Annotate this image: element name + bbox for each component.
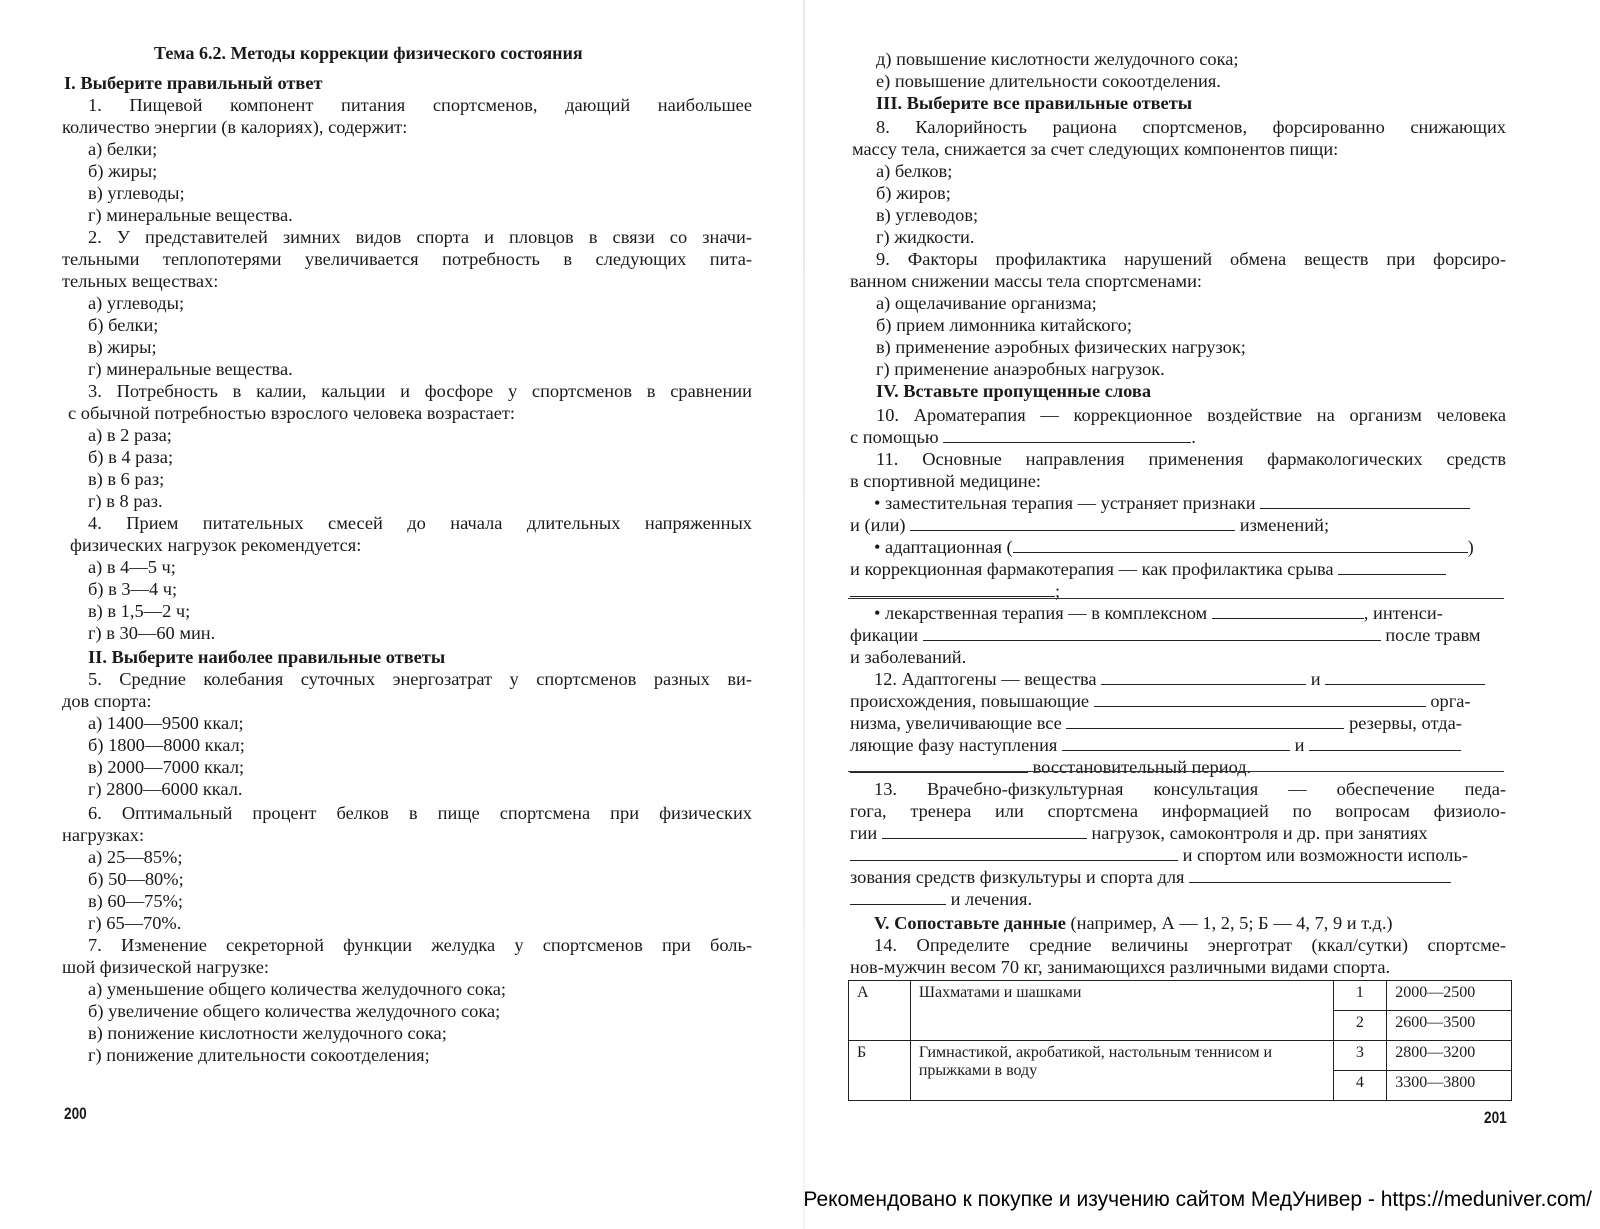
- fill-in-line: [850, 866, 1451, 888]
- question-text: гога, тренера или спортсмена информацией по вопросам физиоло-: [850, 801, 1506, 821]
- table-cell-number: 4: [1333, 1071, 1387, 1101]
- fill-in-label: гии: [850, 823, 878, 843]
- fill-in-label: • лекарственная терапия — в комплексном: [874, 603, 1208, 623]
- fill-in-line: с помощью .: [850, 427, 1196, 447]
- table-cell-letter: Б: [849, 1041, 911, 1101]
- answer-option: в) в 1,5—2 ч;: [88, 601, 191, 621]
- fill-in-label: и лечения.: [950, 889, 1033, 909]
- question-text: 7. Изменение секреторной функции желудка у спортсменов при боль-: [88, 935, 752, 955]
- blank-line: [1013, 536, 1468, 553]
- answer-option: д) повышение кислотности желудочного сока;: [876, 49, 1239, 69]
- question-text: 6. Оптимальный процент белков в пище спортсмена при физических: [88, 803, 752, 823]
- fill-in-line: [874, 668, 1485, 690]
- fill-in-label: с помощью: [850, 427, 939, 447]
- question-text: в спортивной медицине:: [850, 471, 1042, 491]
- blank-line: [1260, 492, 1470, 509]
- answer-option: г) применение анаэробных нагрузок.: [876, 359, 1165, 379]
- divider: [848, 598, 1504, 599]
- topic-title: Тема 6.2. Методы коррекции физического состояния: [154, 43, 583, 63]
- blank-line: [943, 426, 1191, 443]
- answer-option: б) жиров;: [876, 183, 951, 203]
- fill-in-label: , интенси-: [1363, 603, 1443, 623]
- blank-line: [1309, 734, 1461, 751]
- answer-option: е) повышение длительности сокоотделения.: [876, 71, 1221, 91]
- table-cell-value: 2000—2500: [1387, 981, 1512, 1011]
- answer-option: а) уменьшение общего количества желудочного сока;: [88, 979, 506, 999]
- answer-option: б) в 3—4 ч;: [88, 579, 178, 599]
- question-text: количество энергии (в калориях), содержит:: [62, 117, 408, 137]
- left-page: [62, 0, 752, 1180]
- answer-option: а) 1400—9500 ккал;: [88, 713, 244, 733]
- fill-in-line: • адаптационная ( ): [874, 537, 1474, 557]
- fill-in-label: орга-: [1430, 691, 1471, 711]
- question-text: 14. Определите средние величины энерготрат (ккал/сутки) спортсме-: [874, 935, 1506, 955]
- table-cell-number: 1: [1333, 981, 1387, 1011]
- matching-table: [848, 980, 1512, 1101]
- blank-line: [1066, 712, 1344, 729]
- answer-option: в) жиры;: [88, 337, 157, 357]
- fill-in-line: [850, 888, 1032, 910]
- fill-in-line: [850, 844, 1468, 866]
- question-text: 5. Средние колебания суточных энергозатрат у спортсменов разных ви-: [88, 669, 752, 689]
- answer-option: в) углеводов;: [876, 205, 979, 225]
- answer-option: б) в 4 раза;: [88, 447, 174, 467]
- answer-option: а) углеводы;: [88, 293, 185, 313]
- fill-in-label: низма, увеличивающие все: [850, 713, 1062, 733]
- blank-line: [850, 888, 946, 905]
- answer-option: г) в 30—60 мин.: [88, 623, 216, 643]
- blank-line: [1325, 668, 1485, 685]
- fill-in-line: [874, 602, 1443, 624]
- blank-line: [1338, 558, 1446, 575]
- answer-option: г) минеральные вещества.: [88, 359, 293, 379]
- answer-option: в) понижение кислотности желудочного сока;: [88, 1023, 447, 1043]
- question-text: массу тела, снижается за счет следующих компонентов пищи:: [852, 139, 1339, 159]
- fill-in-label: восстановительный период.: [1032, 757, 1252, 777]
- fill-in-line: [850, 734, 1461, 756]
- fill-in-line: [850, 558, 1446, 580]
- table-cell-number: 2: [1333, 1011, 1387, 1041]
- answer-option: б) увеличение общего количества желудочного сока;: [88, 1001, 501, 1021]
- table-cell-text: Гимнастикой, акробатикой, настольным теннисом и прыжками в воду: [910, 1041, 1333, 1101]
- question-text: 2. У представителей зимних видов спорта и пловцов в связи со значи-: [88, 227, 752, 247]
- question-text: 1. Пищевой компонент питания спортсменов, дающий наибольшее: [88, 95, 752, 115]
- question-text: 3. Потребность в калии, кальции и фосфоре у спортсменов в сравнении: [88, 381, 752, 401]
- fill-in-line: [850, 624, 1481, 646]
- section-note: (например, А — 1, 2, 5; Б — 4, 7, 9 и т.д.): [1065, 913, 1393, 933]
- question-text: и заболеваний.: [850, 647, 967, 667]
- table-cell-value: 2800—3200: [1387, 1041, 1512, 1071]
- table-cell-letter: А: [849, 981, 911, 1041]
- question-text: 9. Факторы профилактика нарушений обмена веществ при форсиро-: [876, 249, 1506, 269]
- fill-in-label: и спортом или возможности исполь-: [1182, 845, 1468, 865]
- answer-option: а) 25—85%;: [88, 847, 183, 867]
- question-text: ванном снижении массы тела спортсменами:: [850, 271, 1203, 291]
- fill-in-label: нагрузок, самоконтроля и др. при занятиях: [1091, 823, 1428, 843]
- page-number: 201: [1484, 1108, 1507, 1127]
- answer-option: г) в 8 раз.: [88, 491, 163, 511]
- fill-in-label: после травм: [1385, 625, 1481, 645]
- question-text: 13. Врачебно-физкультурная консультация — обеспечение педа-: [874, 779, 1506, 799]
- fill-in-label: фикации: [850, 625, 919, 645]
- section-heading: [874, 912, 1393, 934]
- answer-option: г) минеральные вещества.: [88, 205, 293, 225]
- footer-watermark: Рекомендовано к покупке и изучению сайтом МедУнивер - https://meduniver.com/: [803, 1188, 1592, 1211]
- answer-option: г) жидкости.: [876, 227, 975, 247]
- divider: [848, 771, 1504, 772]
- answer-option: а) в 4—5 ч;: [88, 557, 176, 577]
- table-cell-number: 3: [1333, 1041, 1387, 1071]
- page-number: 200: [64, 1104, 87, 1123]
- fill-in-label: резервы, отда-: [1349, 713, 1462, 733]
- table-cell-value: 2600—3500: [1387, 1011, 1512, 1041]
- blank-line: [1062, 734, 1290, 751]
- blank-line: [882, 822, 1087, 839]
- fill-in-line: [850, 690, 1471, 712]
- fill-in-label: зования средств физкультуры и спорта для: [850, 867, 1185, 887]
- answer-option: б) 50—80%;: [88, 869, 184, 889]
- answer-option: а) белки;: [88, 139, 158, 159]
- answer-option: в) углеводы;: [88, 183, 185, 203]
- fill-in-line: [850, 514, 1329, 536]
- fill-in-label: происхождения, повышающие: [850, 691, 1090, 711]
- section-heading: II. Выберите наиболее правильные ответы: [88, 647, 446, 667]
- section-heading: I. Выберите правильный ответ: [64, 73, 323, 93]
- answer-option: г) 2800—6000 ккал.: [88, 779, 243, 799]
- table-cell-text: Шахматами и шашками: [910, 981, 1333, 1041]
- fill-in-label: ляющие фазу наступления: [850, 735, 1058, 755]
- answer-option: в) 60—75%;: [88, 891, 184, 911]
- answer-option: в) в 6 раз;: [88, 469, 165, 489]
- question-text: 4. Прием питательных смесей до начала длительных напряженных: [88, 513, 752, 533]
- answer-option: г) 65—70%.: [88, 913, 182, 933]
- question-text: 8. Калорийность рациона спортсменов, форсированно снижающих: [876, 117, 1506, 137]
- answer-option: в) применение аэробных физических нагрузок;: [876, 337, 1246, 357]
- fill-in-label: и коррекционная фармакотерапия — как профилактика срыва: [850, 559, 1334, 579]
- section-heading: IV. Вставьте пропущенные слова: [876, 381, 1152, 401]
- fill-in-label: • заместительная терапия — устраняет признаки: [874, 493, 1256, 513]
- table-cell-value: 3300—3800: [1387, 1071, 1512, 1101]
- question-text: нов-мужчин весом 70 кг, занимающихся различными видами спорта.: [850, 957, 1391, 977]
- table-row: [849, 1041, 1512, 1071]
- question-text: тельными теплопотерями увеличивается потребность в следующих пита-: [62, 249, 752, 269]
- question-text: нагрузках:: [62, 825, 145, 845]
- fill-in-label: • адаптационная (: [874, 537, 1013, 557]
- fill-in-line: [850, 712, 1462, 734]
- page-fold: [803, 0, 805, 1229]
- question-text: 11. Основные направления применения фармакологических средств: [876, 449, 1506, 469]
- question-text: дов спорта:: [62, 691, 152, 711]
- blank-line: [1101, 668, 1306, 685]
- section-title: V. Сопоставьте данные: [874, 913, 1066, 933]
- fill-in-label: и (или): [850, 515, 906, 535]
- blank-line: [1094, 690, 1426, 707]
- fill-in-label: и: [1294, 735, 1305, 755]
- table-row: [849, 981, 1512, 1011]
- answer-option: а) ощелачивание организма;: [876, 293, 1097, 313]
- right-page: [850, 0, 1538, 1180]
- fill-in-label: изменений;: [1239, 515, 1330, 535]
- blank-line: [910, 514, 1235, 531]
- fill-in-line: [874, 492, 1470, 514]
- fill-in-line: [850, 822, 1428, 844]
- question-text: шой физической нагрузке:: [62, 957, 270, 977]
- question-text: тельных веществах:: [62, 271, 219, 291]
- fill-in-label: 12. Адаптогены — вещества: [874, 669, 1097, 689]
- blank-line: [850, 844, 1178, 861]
- answer-option: в) 2000—7000 ккал;: [88, 757, 245, 777]
- answer-option: а) белков;: [876, 161, 953, 181]
- blank-line: [923, 624, 1381, 641]
- fill-in-line: ;: [850, 580, 1060, 602]
- question-text: физических нагрузок рекомендуется:: [70, 535, 362, 555]
- section-heading: III. Выберите все правильные ответы: [876, 93, 1193, 113]
- answer-option: б) 1800—8000 ккал;: [88, 735, 245, 755]
- question-text: 10. Ароматерапия — коррекционное воздействие на организм человека: [876, 405, 1506, 425]
- answer-option: б) прием лимонника китайского;: [876, 315, 1132, 335]
- fill-in-label: и: [1310, 669, 1321, 689]
- answer-option: г) понижение длительности сокоотделения;: [88, 1045, 430, 1065]
- answer-option: б) жиры;: [88, 161, 158, 181]
- question-text: с обычной потребностью взрослого человека возрастает:: [68, 403, 516, 423]
- answer-option: а) в 2 раза;: [88, 425, 172, 445]
- blank-line: [850, 580, 1055, 597]
- blank-line: [1212, 602, 1364, 619]
- blank-line: [1189, 866, 1451, 883]
- answer-option: б) белки;: [88, 315, 159, 335]
- fill-in-line: [850, 756, 1251, 778]
